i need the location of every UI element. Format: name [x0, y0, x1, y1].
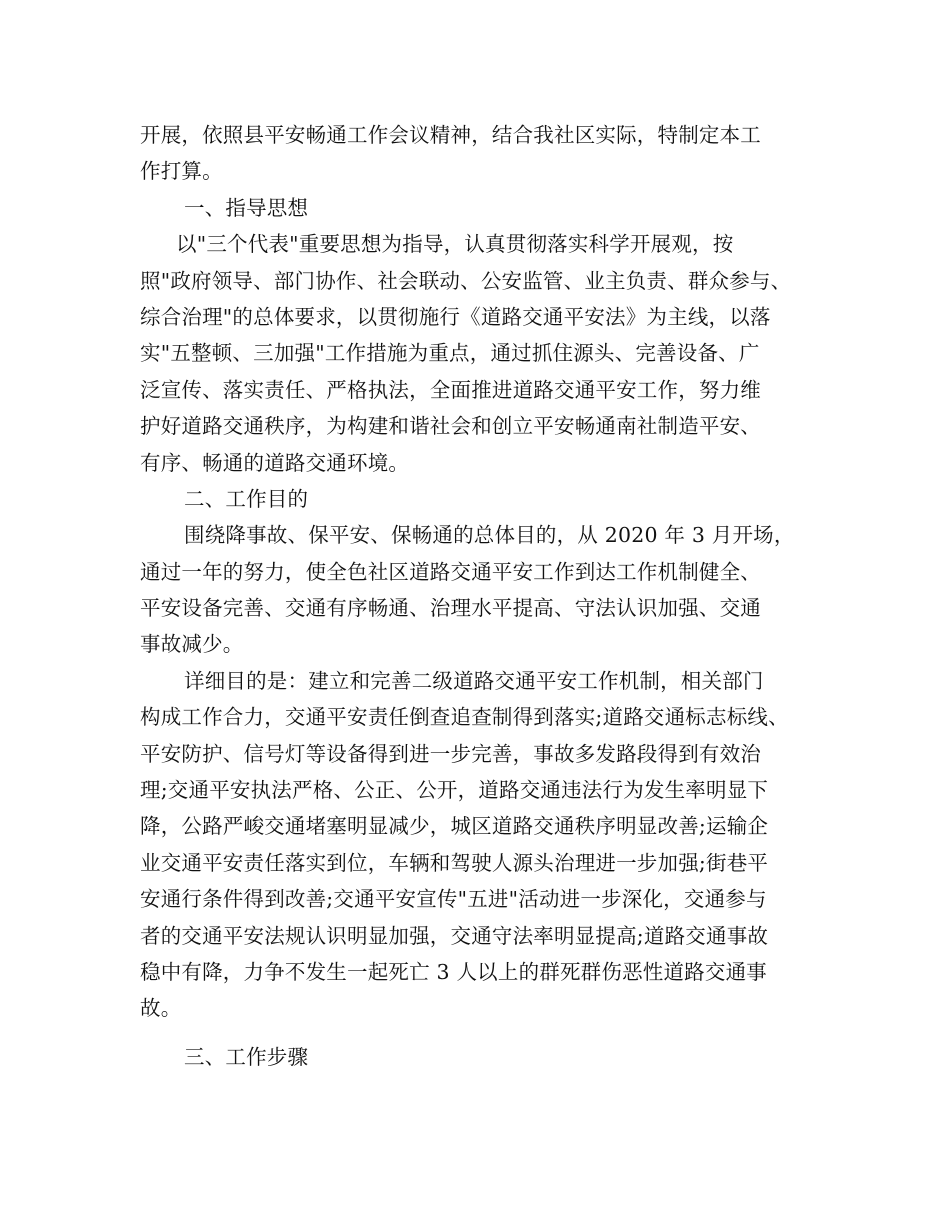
- section1-line-4: 实"五整顿、三加强"工作措施为重点，通过抓住源头、完善设备、广: [140, 341, 760, 366]
- section2-para1-line-2: 通过一年的努力，使全色社区道路交通平安工作到达工作机制健全、: [140, 559, 761, 584]
- section2-para2-line-2: 构成工作合力，交通平安责任倒查追查制得到落实;道路交通标志标线、: [140, 705, 789, 730]
- intro-line-1: 开展，依照县平安畅通工作会议精神，结合我社区实际，特制定本工: [140, 123, 761, 147]
- section-heading-work-steps: 三、工作步骤: [184, 1044, 309, 1069]
- section2-para2-line-10: 故。: [140, 996, 182, 1021]
- section-heading-guiding-ideology: 一、指导思想: [184, 195, 309, 220]
- section2-para2-line-5: 降，公路严峻交通堵塞明显减少，城区道路交通秩序明显改善;运输企: [140, 814, 769, 839]
- section2-para2-line-8: 者的交通平安法规认识明显加强，交通守法率明显提高;道路交通事故: [140, 923, 769, 948]
- section1-line-5: 泛宣传、落实责任、严格执法，全面推进道路交通平安工作，努力维: [140, 377, 761, 402]
- section1-line-6: 护好道路交通秩序，为构建和谐社会和创立平安畅通南社制造平安、: [140, 414, 761, 439]
- section2-para1-line-1: 围绕降事故、保平安、保畅通的总体目的，从 2020 年 3 月开场，: [184, 523, 795, 548]
- section1-line-1: 以"三个代表"重要思想为指导，认真贯彻落实科学开展观，按: [176, 232, 734, 257]
- section2-para2-line-6: 业交通平安责任落实到位，车辆和驾驶人源头治理进一步加强;街巷平: [140, 850, 769, 875]
- intro-line-2: 作打算。: [140, 159, 223, 184]
- section2-para2-line-3: 平安防护、信号灯等设备得到进一步完善，事故多发路段得到有效治: [140, 741, 761, 766]
- section2-para2-line-7: 安通行条件得到改善;交通平安宣传"五进"活动进一步深化，交通参与: [140, 887, 767, 912]
- section1-line-7: 有序、畅通的道路交通环境。: [140, 450, 410, 475]
- section2-para1-line-3: 平安设备完善、交通有序畅通、治理水平提高、守法认识加强、交通: [140, 596, 761, 621]
- section2-para2-line-4: 理;交通平安执法严格、公正、公开，道路交通违法行为发生率明显下: [140, 778, 769, 803]
- section1-line-2: 照"政府领导、部门协作、社会联动、公安监管、业主负责、群众参与、: [140, 268, 792, 293]
- section1-line-3: 综合治理"的总体要求，以贯彻施行《道路交通平安法》为主线，以落: [140, 304, 771, 329]
- section-heading-work-objectives: 二、工作目的: [184, 486, 309, 511]
- section2-para2-line-1: 详细目的是：建立和完善二级道路交通平安工作机制，相关部门: [184, 668, 764, 693]
- document-page: [140, 117, 820, 1075]
- section2-para2-line-9: 稳中有降，力争不发生一起死亡 3 人以上的群死群伤恶性道路交通事: [140, 959, 767, 984]
- section2-para1-line-4: 事故减少。: [140, 632, 244, 657]
